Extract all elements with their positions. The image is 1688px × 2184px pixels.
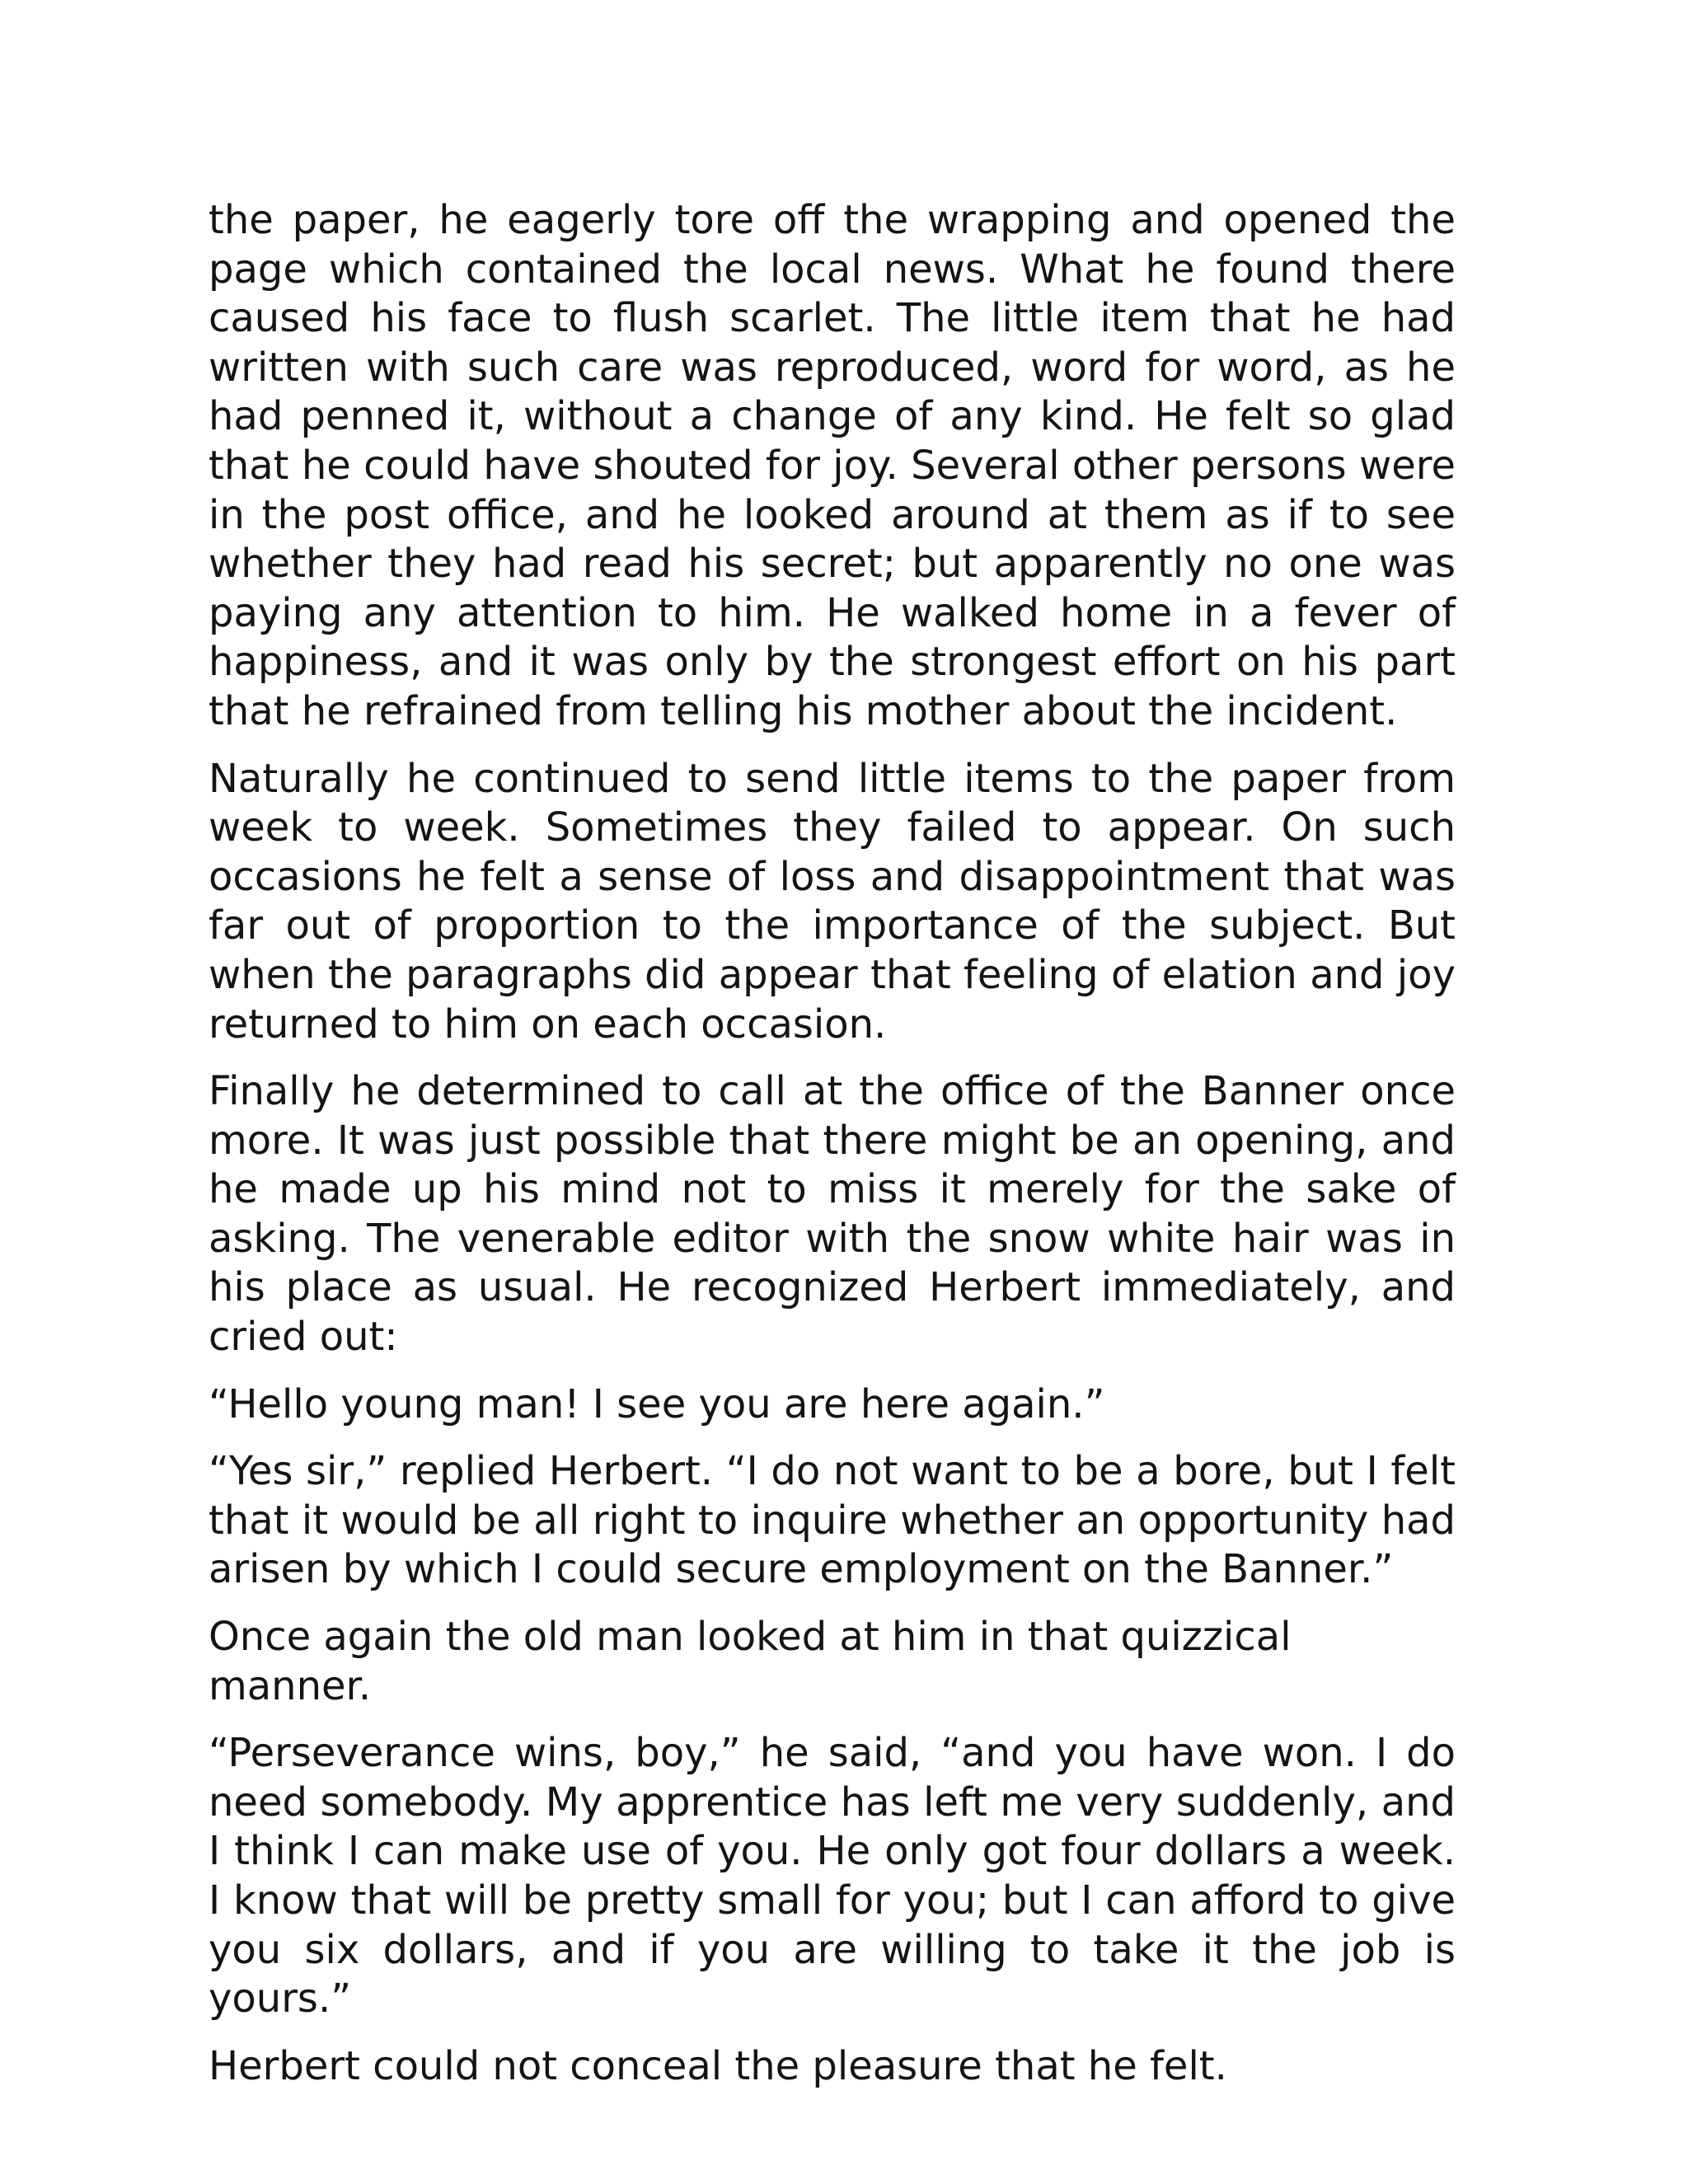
paragraph: Once again the old man looked at him in that quizzical manner. xyxy=(209,1614,1292,1709)
paragraph: “Yes sir,” replied Herbert. “I do not want to be a bore, but I felt that it would be all right to inquire whether an opportunity had arisen by which I could secure employment on the Banner.” xyxy=(209,1448,1456,1593)
page-body xyxy=(209,196,1456,2109)
paragraph: “Perseverance wins, boy,” he said, “and you have won. I do need somebody. My apprentice has left me very suddenly, and I think I can make use of you. He only got four dollars a week. I know that will be pretty small for you; but I can afford to give you six dollars, and if you are willing to take it the job is yours.” xyxy=(209,1730,1456,2022)
paragraph: the paper, he eagerly tore off the wrapping and opened the page which contained the local news. What he found there caused his face to flush scarlet. The little item that he had written with such care was reproduced, word for word, as he had penned it, without a change of any kind. He felt so glad that he could have shouted for joy. Several other persons were in the post office, and he looked around at them as if to see whether they had read his secret; but apparently no one was paying any attention to him. He walked home in a fever of happiness, and it was only by the strongest effort on his part that he refrained from telling his mother about the incident. xyxy=(209,197,1456,734)
paragraph: Finally he determined to call at the office of the Banner once more. It was just possible that there might be an opening, and he made up his mind not to miss it merely for the sake of asking. The venerable editor with the snow white hair was in his place as usual. He recognized Herbert immediately, and cried out: xyxy=(209,1068,1456,1361)
paragraph: “Hello young man! I see you are here again.” xyxy=(209,1380,1105,1427)
paragraph: Naturally he continued to send little items to the paper from week to week. Sometimes they failed to appear. On such occasions he felt a sense of loss and disappointment that was far out of proportion to the importance of the subject. But when the paragraphs did appear that feeling of elation and joy returned to him on each occasion. xyxy=(209,755,1456,1047)
paragraph: Herbert could not conceal the pleasure that he felt. xyxy=(209,2042,1227,2089)
